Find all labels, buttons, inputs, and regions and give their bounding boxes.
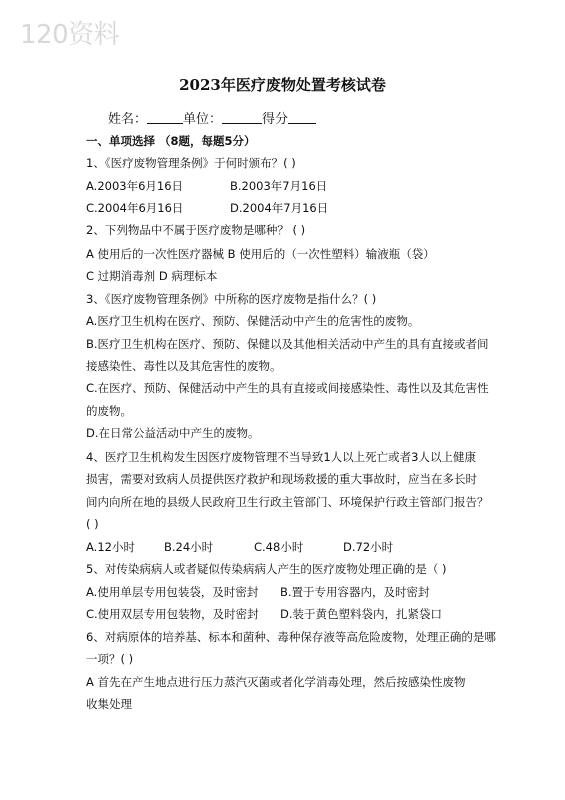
option-d: D.装于黄色塑料袋内，扎紧袋口 bbox=[280, 607, 443, 621]
option-cd: C 过期消毒剂 D 病理标本 bbox=[86, 269, 218, 283]
option-c: C.使用双层专用包装物，及时密封 bbox=[86, 607, 259, 621]
unit-blank[interactable] bbox=[222, 111, 262, 124]
option-ab: A 使用后的一次性医疗器械 B 使用后的（一次性塑料）输液瓶（袋） bbox=[86, 247, 435, 261]
exam-title: 2023年医疗废物处置考核试卷 bbox=[179, 76, 386, 94]
option-c: C.48小时 bbox=[254, 540, 304, 554]
option-d: D.72小时 bbox=[343, 540, 394, 554]
option-a: A 首先在产生地点进行压力蒸汽灭菌或者化学消毒处理，然后按感染性废物 bbox=[86, 675, 466, 689]
option-c-cont: 的废物。 bbox=[86, 404, 132, 418]
name-label: 姓名： bbox=[108, 112, 148, 127]
question-stem: 1、《医疗废物管理条例》于何时颁布？( ) bbox=[86, 156, 296, 170]
option-b: B.医疗卫生机构在医疗、预防、保健以及其他相关活动中产生的具有直接或者间 bbox=[86, 337, 489, 351]
option-b: B.24小时 bbox=[164, 540, 214, 554]
question-stem-cont: 一项？( ) bbox=[86, 652, 134, 666]
question-stem-cont: 间内向所在地的县级人民政府卫生行政主管部门、环境保护行政主管部门报告？ bbox=[86, 495, 489, 509]
name-blank[interactable] bbox=[147, 111, 183, 124]
option-c: C.2004年6月16日 bbox=[86, 201, 184, 215]
question-stem-cont: 损害，需要对致病人员提供医疗救护和现场救援的重大事故时，应当在多长时 bbox=[86, 472, 477, 486]
option-b: B.置于专用容器内，及时密封 bbox=[280, 585, 430, 599]
option-b: B.2003年7月16日 bbox=[230, 179, 328, 193]
option-d: D.2004年7月16日 bbox=[230, 201, 329, 215]
score-blank[interactable] bbox=[288, 111, 316, 124]
section-heading: 一、单项选择 （8题，每题5分） bbox=[86, 134, 256, 148]
option-a: A.使用单层专用包装袋，及时密封 bbox=[86, 585, 259, 599]
question-stem: 4、医疗卫生机构发生因医疗废物管理不当导致1人以上死亡或者3人以上健康 bbox=[86, 450, 476, 464]
question-stem: 6、对病原体的培养基、标本和菌种、毒种保存液等高危险废物，处理正确的是哪 bbox=[86, 630, 496, 644]
watermark: 120资料 bbox=[20, 20, 120, 50]
unit-label: 单位： bbox=[183, 112, 223, 127]
question-stem: 2、下列物品中不属于医疗废物是哪种？ ( ) bbox=[86, 223, 306, 237]
question-stem: 5、对传染病病人或者疑似传染病病人产生的医疗废物处理正确的是（ ) bbox=[86, 562, 447, 576]
option-a: A.12小时 bbox=[86, 540, 135, 554]
question-stem-cont: ( ) bbox=[86, 517, 99, 531]
option-a: A.医疗卫生机构在医疗、预防、保健活动中产生的危害性的废物。 bbox=[86, 314, 420, 328]
option-c: C.在医疗、预防、保健活动中产生的具有直接或间接感染性、毒性以及其危害性 bbox=[86, 381, 489, 395]
candidate-fields bbox=[108, 108, 316, 127]
option-b-cont: 接感染性、毒性以及其危害性的废物。 bbox=[86, 359, 282, 373]
question-stem: 3、《医疗废物管理条例》中所称的医疗废物是指什么？( ) bbox=[86, 292, 377, 306]
option-d: D.在日常公益活动中产生的废物。 bbox=[86, 426, 260, 440]
option-a: A.2003年6月16日 bbox=[86, 179, 184, 193]
score-label: 得分 bbox=[262, 112, 289, 127]
option-a-cont: 收集处理 bbox=[86, 697, 132, 711]
